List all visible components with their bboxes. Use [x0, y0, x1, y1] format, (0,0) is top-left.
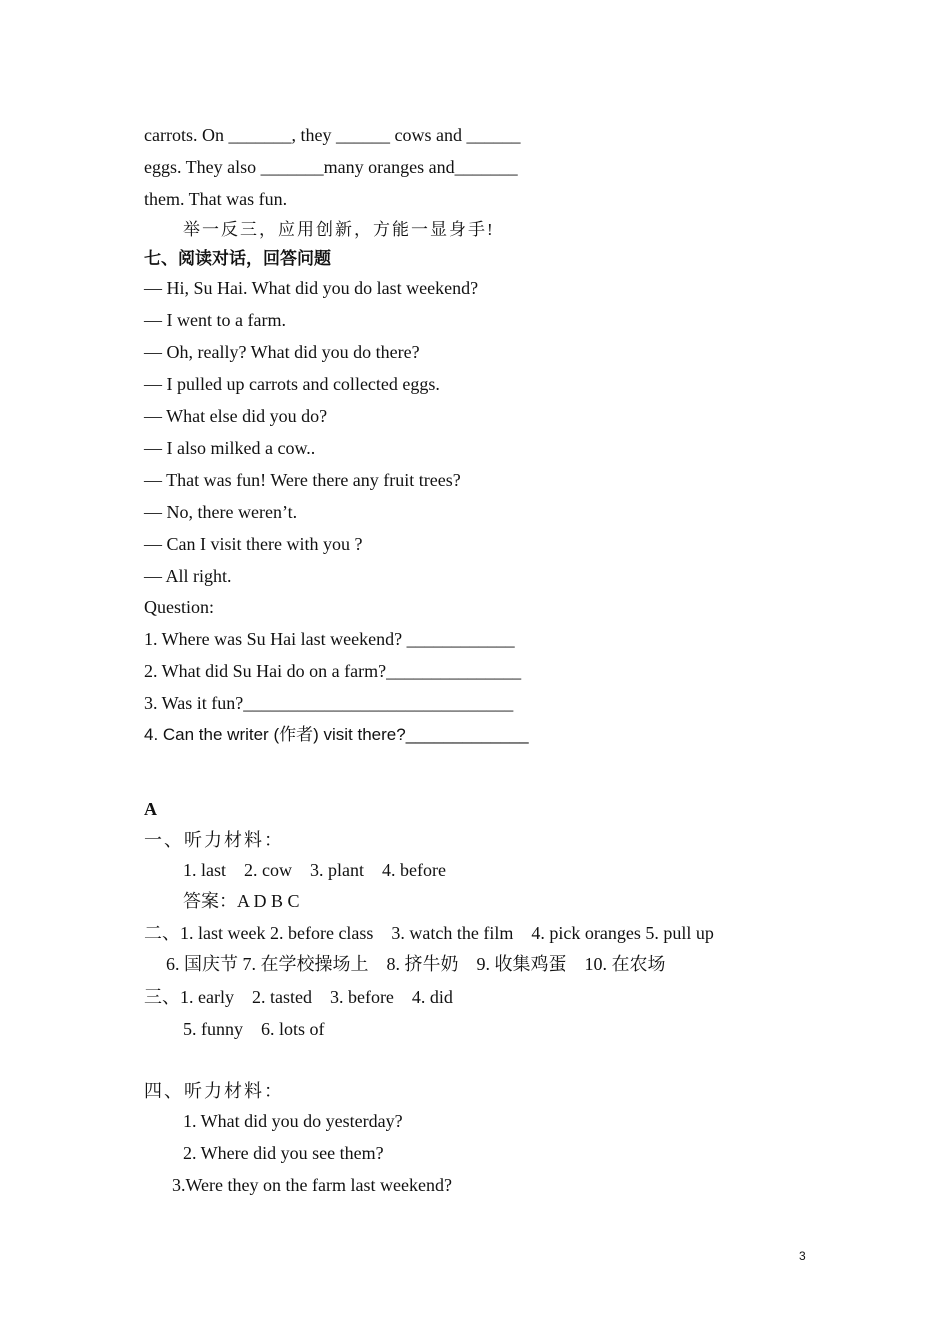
dialogue-line: — Can I visit there with you ?	[144, 534, 363, 554]
question-label: Question:	[144, 597, 214, 617]
passage-line-2: eggs. They also _______many oranges and_______	[144, 157, 518, 177]
passage-line-1: carrots. On _______, they ______ cows and ______	[144, 125, 521, 145]
dialogue-line: — I also milked a cow..	[144, 438, 316, 458]
part-4-item: 2. Where did you see them?	[183, 1143, 384, 1163]
part-4-title: 四、听力材料：	[144, 1081, 284, 1101]
part-4-item: 1. What did you do yesterday?	[183, 1111, 403, 1131]
question-2: 2. What did Su Hai do on a farm?_______________	[144, 661, 522, 681]
part-1-answer: 答案：A D B C	[183, 891, 300, 911]
part-3-line-2: 5. funny 6. lots of	[183, 1019, 325, 1039]
motto: 举一反三，应用创新，方能一显身手!	[183, 220, 495, 239]
part-1-items: 1. last 2. cow 3. plant 4. before	[183, 860, 446, 880]
section-7-heading: 七、阅读对话，回答问题	[144, 249, 331, 268]
question-3: 3. Was it fun?______________________________	[144, 693, 514, 713]
page-number: 3	[799, 1249, 806, 1263]
answers-heading: A	[144, 799, 157, 819]
question-4: 4. Can the writer (作者) visit there?_____________	[144, 725, 529, 744]
dialogue-line: — No, there weren’t.	[144, 502, 298, 522]
part-2-line-1: 二、1. last week 2. before class 3. watch the film 4. pick oranges 5. pull up	[144, 923, 714, 943]
dialogue-line: — Hi, Su Hai. What did you do last weekend?	[144, 278, 479, 298]
dialogue-line: — I pulled up carrots and collected eggs.	[144, 374, 440, 394]
part-4-item: 3.Were they on the farm last weekend?	[172, 1175, 452, 1195]
dialogue-line: — Oh, really? What did you do there?	[144, 342, 420, 362]
part-2-line-2: 6. 国庆节 7. 在学校操场上 8. 挤牛奶 9. 收集鸡蛋 10. 在农场	[166, 954, 666, 974]
part-1-title: 一、听力材料：	[144, 830, 284, 850]
question-1: 1. Where was Su Hai last weekend? ____________	[144, 629, 515, 649]
dialogue-line: — I went to a farm.	[144, 310, 286, 330]
dialogue-line: — What else did you do?	[144, 406, 328, 426]
dialogue-line: — That was fun! Were there any fruit trees?	[144, 470, 461, 490]
dialogue-line: — All right.	[144, 566, 232, 586]
part-3-line-1: 三、1. early 2. tasted 3. before 4. did	[144, 987, 453, 1007]
passage-line-3: them. That was fun.	[144, 189, 288, 209]
